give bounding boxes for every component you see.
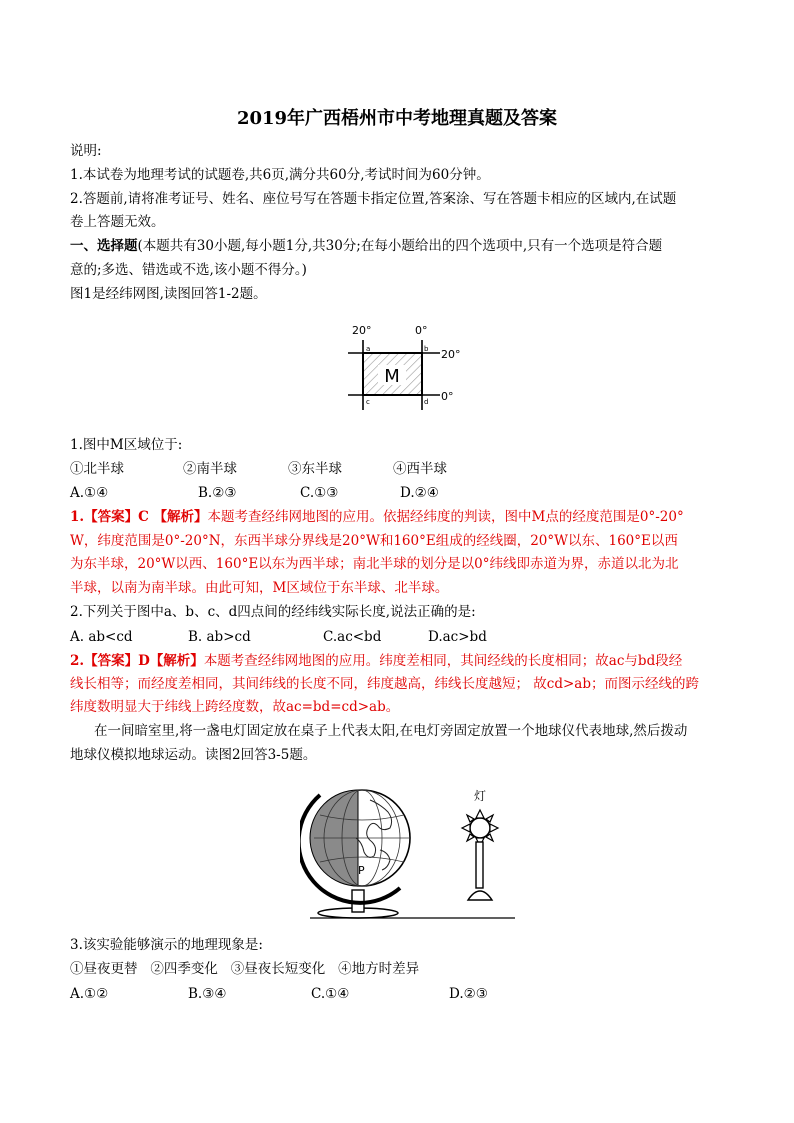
q1-answer-line-3: 为东半球，20°W以西、160°E以东为西半球；南北半球的划分是以0°纬线即赤道为界，赤道以北为北 <box>70 556 679 572</box>
q1-answer-line-4: 半球，以南为南半球。由此可知，M区域位于东半球、北半球。 <box>70 580 449 596</box>
q2-option-c: C.ac<bd <box>323 629 382 645</box>
q1-item-2: ②南半球 <box>183 461 237 477</box>
section-desc-2: 意的;多选、错选或不选,该小题不得分。) <box>70 262 307 278</box>
section-desc-1: (本题共有30小题,每小题1分,共30分;在每小题给出的四个选项中,只有一个选项是符合题 <box>137 238 663 254</box>
q2-option-b: B. ab>cd <box>188 629 251 645</box>
q3-option-b: B.③④ <box>188 986 227 1002</box>
fig1-intro: 图1是经纬网图,读图回答1-2题。 <box>70 286 267 302</box>
lat-top-label: 20° <box>441 348 461 361</box>
q1-item-1: ①北半球 <box>70 461 124 477</box>
q1-option-a: A.①④ <box>70 485 109 501</box>
q3-items: ①昼夜更替 ②四季变化 ③昼夜长短变化 ④地方时差异 <box>70 961 420 977</box>
explain-label: 说明: <box>70 143 102 159</box>
passage-line-1: 在一间暗室里,将一盏电灯固定放在桌子上代表太阳,在电灯旁固定放置一个地球仪代表地球,然后拨动 <box>94 723 688 739</box>
lat-bottom-label: 0° <box>441 390 454 403</box>
q3-option-d: D.②③ <box>449 986 488 1002</box>
q1-option-b: B.②③ <box>198 485 237 501</box>
section-heading <box>70 237 662 255</box>
q1-item-3: ③东半球 <box>288 461 342 477</box>
figure-2-globe-lamp <box>300 770 530 922</box>
q2-answer-line-2: 线长相等；而经度差相同，其间纬线的长度不同，纬度越高，纬线长度越短； 故cd>ab；而图示经线的跨 <box>70 676 699 692</box>
q2-option-d: D.ac>bd <box>428 629 487 645</box>
q2-answer-line-3: 纬度数明显大于纬线上跨经度数，故ac=bd=cd>ab。 <box>70 699 400 715</box>
point-c: c <box>366 398 370 406</box>
q2-option-a: A. ab<cd <box>70 629 133 645</box>
rule-1: 1.本试卷为地理考试的试题卷,共6页,满分共60分,考试时间为60分钟。 <box>70 167 490 183</box>
section-title: 一、选择题 <box>70 238 138 254</box>
lamp-label: 灯 <box>474 789 487 803</box>
lamp-sun-icon <box>462 810 498 846</box>
q2-answer-line-1 <box>70 652 682 670</box>
lamp-base <box>468 891 492 900</box>
region-m-label: M <box>384 366 400 387</box>
q3-option-a: A.①② <box>70 986 109 1002</box>
point-a: a <box>366 345 371 353</box>
point-p-label: P <box>358 864 365 877</box>
q1-answer-prefix: 1.【答案】C 【解析】 <box>70 509 208 525</box>
q1-stem: 1.图中M区域位于: <box>70 437 183 453</box>
page-title: 2019年广西梧州市中考地理真题及答案 <box>236 108 558 129</box>
rule-2-line-1: 2.答题前,请将准考证号、姓名、座位号写在答题卡指定位置,答案涂、写在答题卡相应的区域内,在试题 <box>70 191 677 207</box>
q1-option-c: C.①③ <box>300 485 339 501</box>
q2-stem: 2.下列关于图中a、b、c、d四点间的经纬线实际长度,说法正确的是: <box>70 604 476 620</box>
lon-left-label: 20° <box>352 324 372 337</box>
q2-answer-text-1: 本题考查经纬网地图的应用。纬度差相同，其间经线的长度相同；故ac与bd段经 <box>203 653 683 669</box>
lamp-pole <box>476 842 483 888</box>
q1-answer-text-1: 本题考查经纬网地图的应用。依据经纬度的判读，图中M点的经度范围是0°-20° <box>207 509 684 525</box>
figure-1-graticule <box>340 318 470 418</box>
lon-right-label: 0° <box>415 324 428 337</box>
passage-line-2: 地球仪模拟地球运动。读图2回答3-5题。 <box>70 747 317 763</box>
q1-item-4: ④西半球 <box>393 461 447 477</box>
point-b: b <box>424 345 429 353</box>
q3-stem: 3.该实验能够演示的地理现象是: <box>70 937 263 953</box>
q1-answer-line-1 <box>70 508 684 526</box>
rule-2-line-2: 卷上答题无效。 <box>70 214 165 230</box>
q1-answer-line-2: W，纬度范围是0°-20°N，东西半球分界线是20°W和160°E组成的经线圈，20°W以东、160°E以西 <box>70 533 678 549</box>
q2-answer-prefix: 2.【答案】D【解析】 <box>70 653 204 669</box>
q3-option-c: C.①④ <box>311 986 350 1002</box>
point-d: d <box>424 398 429 406</box>
q1-option-d: D.②④ <box>400 485 439 501</box>
